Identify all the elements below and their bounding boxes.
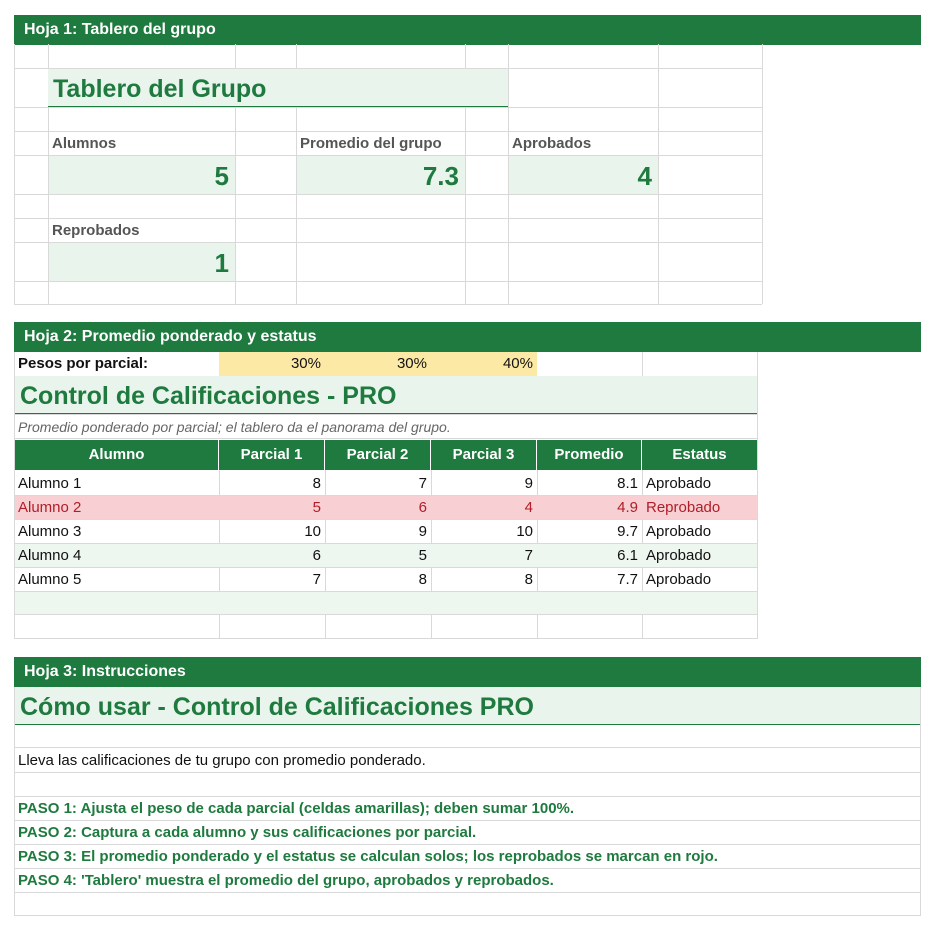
grade-parcial-3[interactable]: 8 bbox=[524, 571, 533, 588]
grade-parcial-1[interactable]: 10 bbox=[304, 523, 321, 540]
col-header-status: Estatus bbox=[642, 440, 757, 470]
col-header-student: Alumno bbox=[15, 440, 219, 470]
grade-parcial-1[interactable]: 8 bbox=[312, 475, 321, 492]
grade-parcial-2[interactable]: 9 bbox=[418, 523, 427, 540]
grade-parcial-3[interactable]: 7 bbox=[524, 547, 533, 564]
weight-parcial-1[interactable]: 30% bbox=[290, 355, 321, 372]
status-cell: Reprobado bbox=[646, 499, 721, 516]
grade-parcial-3[interactable]: 9 bbox=[524, 475, 533, 492]
dashboard-title: Tablero del Grupo bbox=[48, 69, 508, 107]
instruction-step-2: PASO 2: Captura a cada alumno y sus calificaciones por parcial. bbox=[18, 824, 477, 841]
col-header-parcial-1: Parcial 1 bbox=[219, 440, 325, 470]
kpi-value-failed: 1 bbox=[49, 243, 235, 281]
instruction-step-4: PASO 4: 'Tablero' muestra el promedio del grupo, aprobados y reprobados. bbox=[18, 872, 554, 889]
status-cell: Aprobado bbox=[646, 475, 712, 492]
student-name[interactable]: Alumno 1 bbox=[18, 475, 82, 492]
grades-subtitle: Promedio ponderado por parcial; el tablero da el panorama del grupo. bbox=[18, 419, 451, 435]
sheet2-band: Hoja 2: Promedio ponderado y estatus bbox=[14, 322, 921, 352]
kpi-label-failed: Reprobados bbox=[52, 222, 140, 239]
status-cell: Aprobado bbox=[646, 523, 712, 540]
sheet3-band: Hoja 3: Instrucciones bbox=[14, 657, 921, 687]
weight-parcial-2[interactable]: 30% bbox=[396, 355, 427, 372]
grade-parcial-2[interactable]: 8 bbox=[418, 571, 427, 588]
grade-parcial-3[interactable]: 4 bbox=[524, 499, 533, 516]
grades-title: Control de Calificaciones - PRO bbox=[15, 376, 757, 414]
status-cell: Aprobado bbox=[646, 571, 712, 588]
weighted-average: 4.9 bbox=[617, 499, 638, 516]
col-header-average: Promedio bbox=[537, 440, 642, 470]
kpi-label-passed: Aprobados bbox=[512, 135, 592, 152]
grade-parcial-1[interactable]: 6 bbox=[312, 547, 321, 564]
grade-parcial-3[interactable]: 10 bbox=[516, 523, 533, 540]
instructions-intro: Lleva las calificaciones de tu grupo con promedio ponderado. bbox=[18, 752, 426, 769]
weighted-average: 7.7 bbox=[617, 571, 638, 588]
kpi-value-group-average: 7.3 bbox=[297, 156, 465, 194]
weighted-average: 9.7 bbox=[617, 523, 638, 540]
grade-parcial-1[interactable]: 5 bbox=[312, 499, 321, 516]
sheet1-band: Hoja 1: Tablero del grupo bbox=[14, 15, 921, 45]
status-cell: Aprobado bbox=[646, 547, 712, 564]
grade-parcial-2[interactable]: 5 bbox=[418, 547, 427, 564]
student-name[interactable]: Alumno 4 bbox=[18, 547, 82, 564]
weighted-average: 6.1 bbox=[617, 547, 638, 564]
col-header-parcial-2: Parcial 2 bbox=[325, 440, 431, 470]
kpi-value-students: 5 bbox=[49, 156, 235, 194]
weight-parcial-3[interactable]: 40% bbox=[502, 355, 533, 372]
instructions-title: Cómo usar - Control de Calificaciones PRO bbox=[15, 687, 920, 725]
kpi-value-passed: 4 bbox=[509, 156, 658, 194]
weights-label: Pesos por parcial: bbox=[18, 355, 149, 372]
student-name[interactable]: Alumno 2 bbox=[18, 499, 82, 516]
student-name[interactable]: Alumno 3 bbox=[18, 523, 82, 540]
grade-parcial-2[interactable]: 6 bbox=[418, 499, 427, 516]
instruction-step-1: PASO 1: Ajusta el peso de cada parcial (celdas amarillas); deben sumar 100%. bbox=[18, 800, 575, 817]
empty-row bbox=[15, 592, 757, 614]
grade-parcial-1[interactable]: 7 bbox=[312, 571, 321, 588]
kpi-label-group-average: Promedio del grupo bbox=[300, 135, 442, 152]
instruction-step-3: PASO 3: El promedio ponderado y el estatus se calculan solos; los reprobados se marcan en rojo. bbox=[18, 848, 718, 865]
col-header-parcial-3: Parcial 3 bbox=[431, 440, 537, 470]
student-name[interactable]: Alumno 5 bbox=[18, 571, 82, 588]
weighted-average: 8.1 bbox=[617, 475, 638, 492]
kpi-label-students: Alumnos bbox=[52, 135, 117, 152]
grade-parcial-2[interactable]: 7 bbox=[418, 475, 427, 492]
